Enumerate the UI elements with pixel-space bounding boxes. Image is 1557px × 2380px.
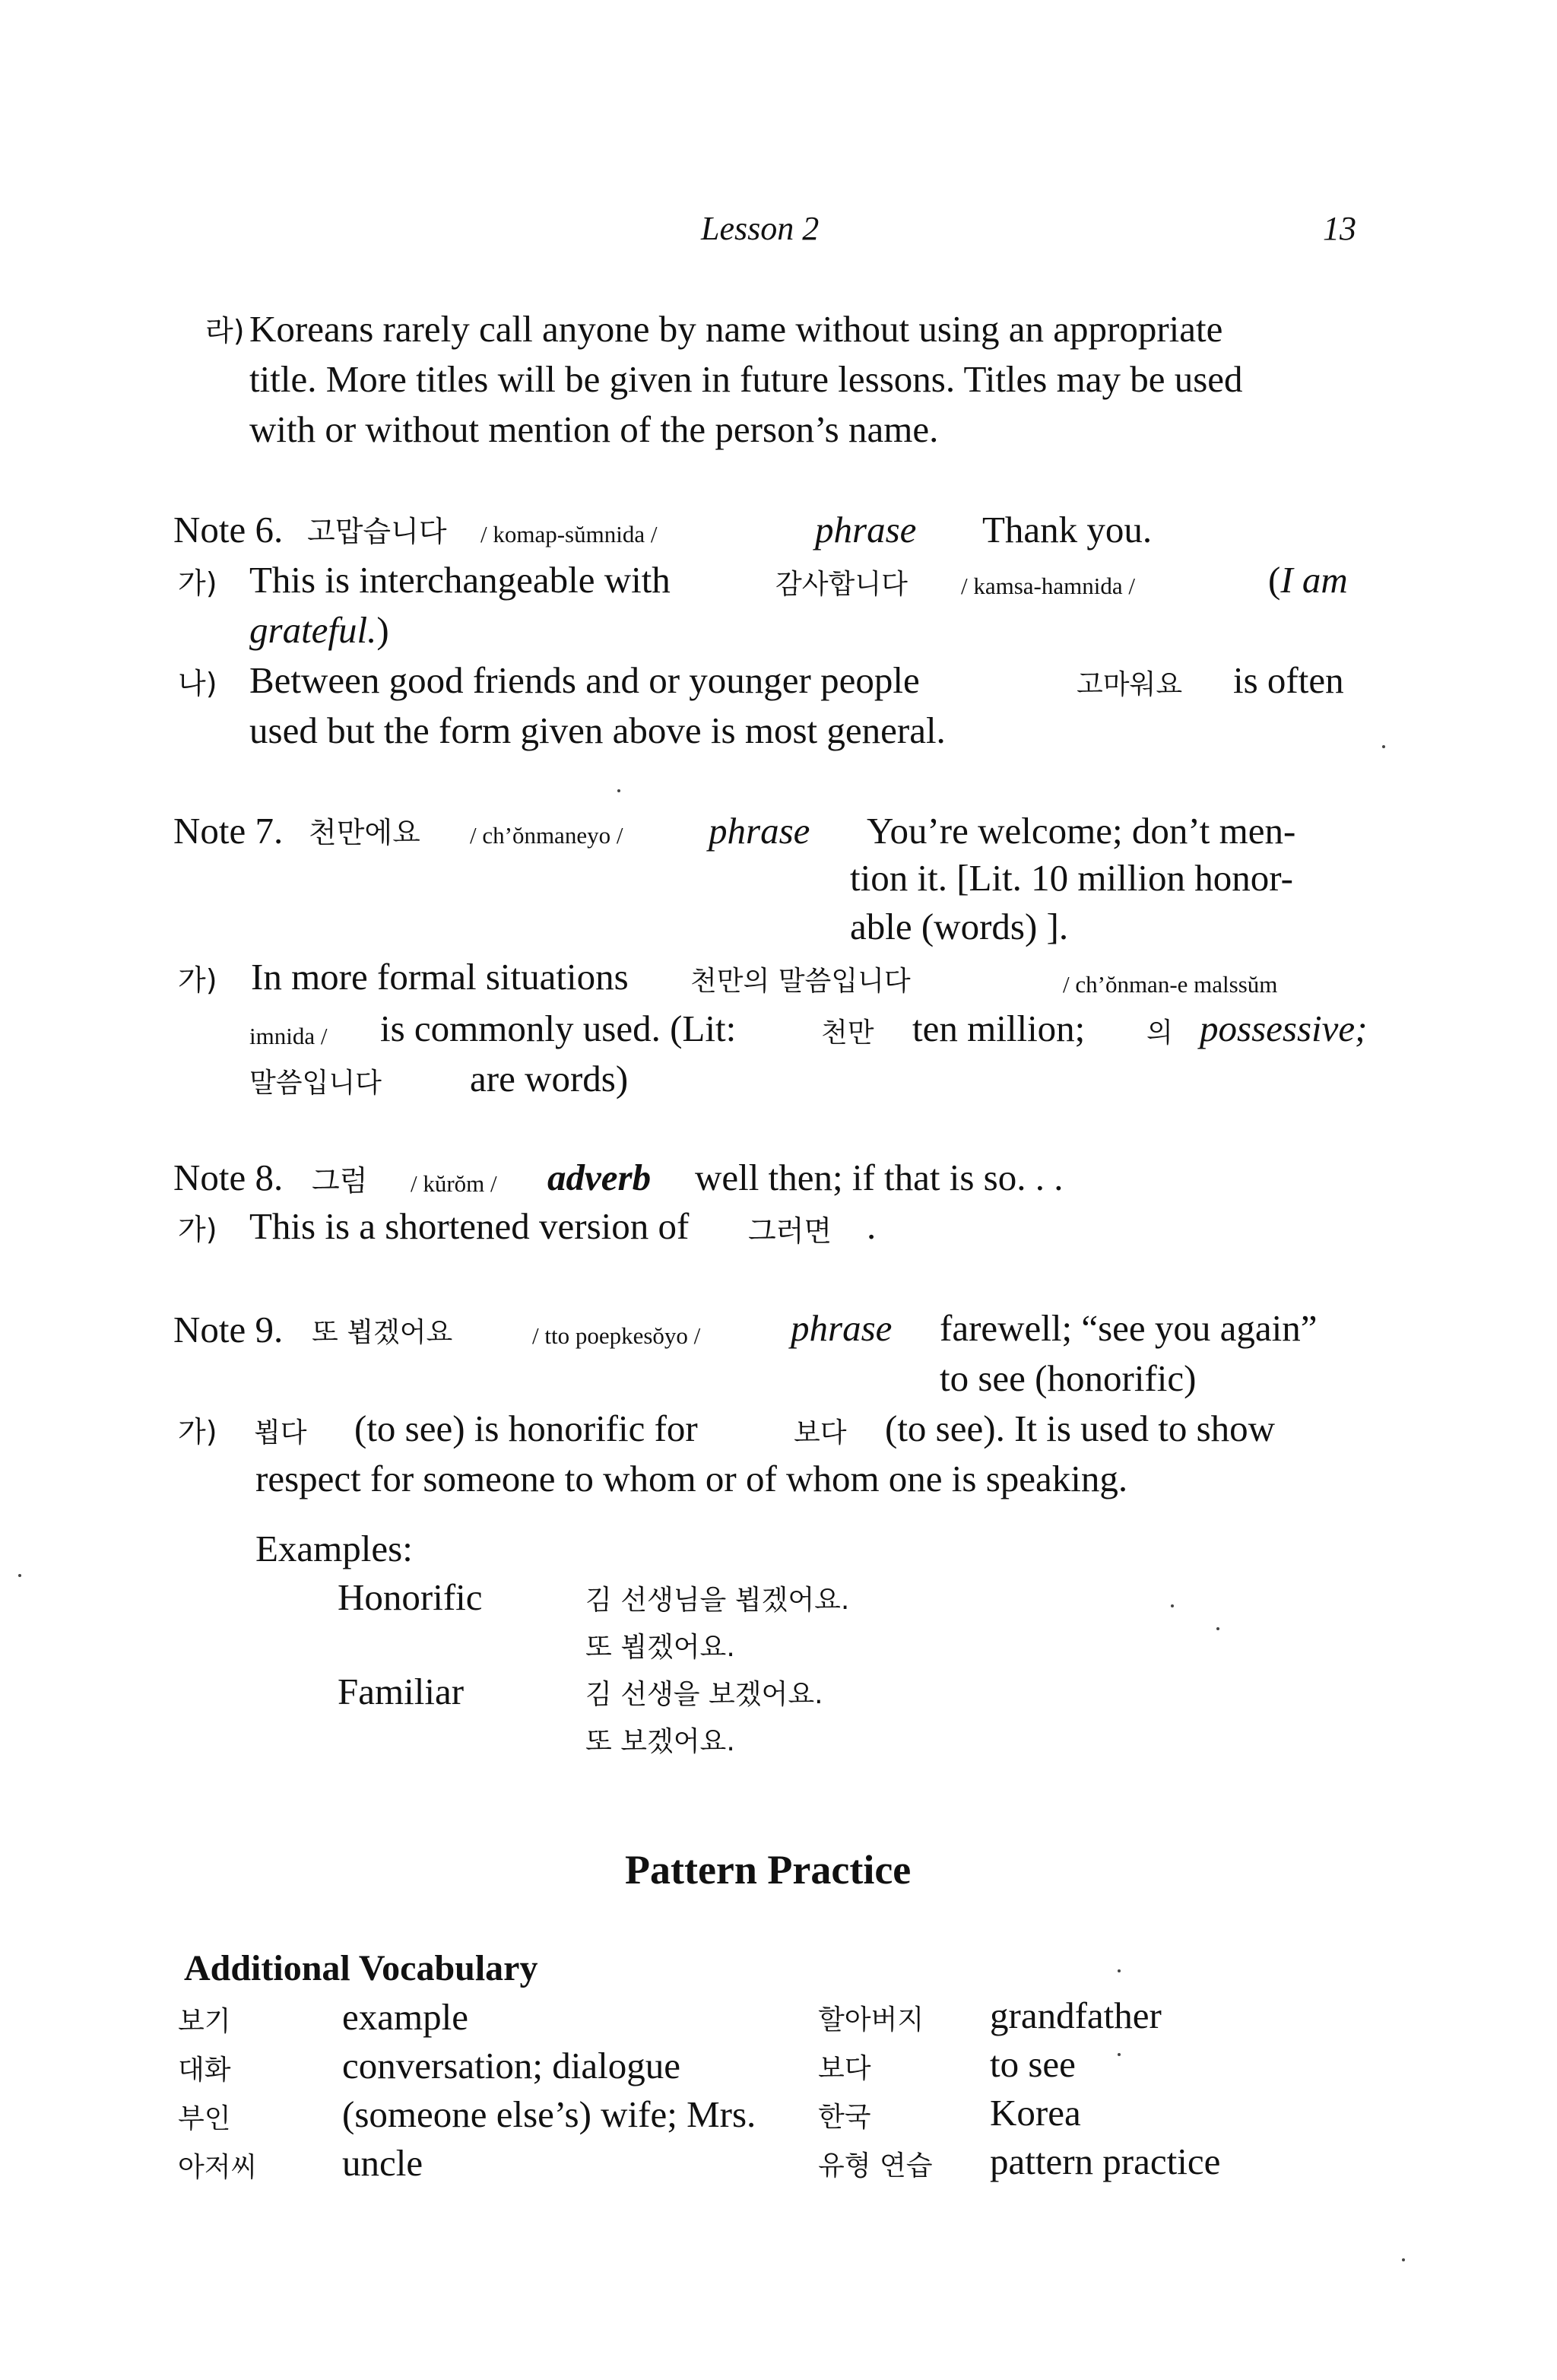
running-header-title: Lesson 2	[701, 210, 820, 247]
pattern-practice-heading: Pattern Practice	[625, 1847, 912, 1893]
vocab-left-korean-2: 대화	[178, 2055, 231, 2086]
note6-romanization: / komap-sŭmnida /	[480, 521, 658, 547]
scan-speck	[1402, 2258, 1405, 2261]
note9-ga-korean2: 보다	[794, 1417, 847, 1449]
vocab-right-korean-1: 할아버지	[818, 2004, 924, 2036]
note6-part-of-speech: phrase	[815, 509, 917, 551]
vocab-right-english-3: Korea	[990, 2092, 1081, 2134]
note7-part-of-speech: phrase	[709, 810, 810, 852]
honorific-label: Honorific	[338, 1576, 483, 1618]
note6-na-text: Between good friends and or younger people	[249, 659, 920, 701]
note7-ga-korean3: 의	[1146, 1017, 1173, 1049]
note6-ga-italic: I am	[1280, 559, 1348, 601]
scan-speck	[1171, 1604, 1174, 1607]
scan-speck	[1382, 745, 1385, 748]
note8-ga-end: .	[867, 1205, 877, 1247]
note6-ga-line2	[249, 605, 389, 655]
note7-ga-italic: possessive;	[1200, 1008, 1368, 1049]
note6-ga-text: This is interchangeable with	[249, 559, 671, 601]
note6-label: Note 6.	[173, 509, 284, 551]
note7-ga-korean2: 천만	[821, 1017, 874, 1049]
note6-ga-paren-open: (	[1268, 559, 1281, 601]
note7-meaning-1: You’re welcome; don’t men-	[867, 810, 1296, 852]
honorific-example-2: 또 뵙겠어요.	[585, 1632, 735, 1663]
note9-meaning-1: farewell; “see you again”	[940, 1307, 1318, 1349]
note7-ga-text3: ten million;	[912, 1008, 1086, 1049]
vocab-left-korean-1: 보기	[178, 2006, 231, 2037]
note9-romanization: / tto poepkesŏyo /	[532, 1322, 701, 1349]
note6-na-korean: 고마워요	[1077, 669, 1183, 700]
vocab-right-english-1: grandfather	[990, 1994, 1162, 2036]
vocab-right-english-4: pattern practice	[990, 2140, 1221, 2182]
note8-ga-korean: 그러면	[748, 1214, 832, 1248]
note8-part-of-speech: adverb	[547, 1157, 652, 1198]
ra-line-1: Koreans rarely call anyone by name without using an appropriate	[249, 308, 1223, 350]
note7-ga-marker: 가)	[178, 963, 217, 997]
note9-korean: 또 뵙겠어요	[312, 1317, 453, 1348]
note8-romanization: / kŭrŏm /	[411, 1170, 497, 1197]
note9-ga-marker: 가)	[178, 1415, 217, 1449]
note6-ga-romanization: / kamsa-hamnida /	[961, 573, 1135, 599]
additional-vocabulary-heading: Additional Vocabulary	[184, 1948, 538, 1988]
honorific-example-1: 김 선생님을 뵙겠어요.	[585, 1585, 850, 1616]
vocab-right-korean-3: 한국	[818, 2102, 871, 2133]
vocab-left-korean-4: 아저씨	[178, 2152, 258, 2183]
note7-ga-romanization-2: imnida /	[249, 1023, 328, 1049]
note6-ga-marker: 가)	[178, 566, 217, 600]
vocab-right-korean-2: 보다	[818, 2053, 871, 2084]
familiar-label: Familiar	[338, 1671, 465, 1712]
note6-ga-paren	[1268, 555, 1348, 605]
vocab-left-english-2: conversation; dialogue	[342, 2045, 680, 2086]
note7-ga-text4: are words)	[470, 1058, 629, 1100]
vocab-right-korean-4: 유형 연습	[818, 2150, 933, 2182]
note7-ga-romanization: / ch’ŏnman-e malssŭm	[1063, 971, 1278, 998]
note7-romanization: / ch’ŏnmaneyo /	[470, 822, 623, 849]
note7-meaning-3: able (words) ].	[850, 906, 1069, 947]
note6-na-line2: used but the form given above is most general.	[249, 709, 946, 751]
ra-line-2: title. More titles will be given in future lessons. Titles may be used	[249, 358, 1243, 400]
note8-ga-text: This is a shortened version of	[249, 1205, 690, 1247]
note6-ga-line2-italic: grateful.	[249, 609, 377, 651]
scan-speck	[1118, 2053, 1121, 2056]
note7-label: Note 7.	[173, 810, 284, 852]
scan-speck	[18, 1574, 21, 1577]
examples-label: Examples:	[255, 1528, 413, 1569]
note7-ga-korean: 천만의 말씀입니다	[690, 966, 911, 997]
scan-speck	[1118, 1969, 1121, 1972]
note6-na-marker: 나)	[178, 667, 217, 700]
note7-ga-text2: is commonly used. (Lit:	[380, 1008, 737, 1049]
note9-meaning-2: to see (honorific)	[940, 1357, 1197, 1399]
vocab-left-english-4: uncle	[342, 2142, 423, 2184]
familiar-example-1: 김 선생을 보겠어요.	[585, 1679, 823, 1710]
ra-line-3: with or without mention of the person’s name.	[249, 408, 939, 450]
scan-speck	[1216, 1627, 1219, 1630]
note6-ga-korean: 감사합니다	[775, 569, 908, 600]
familiar-example-2: 또 보겠어요.	[585, 1726, 735, 1757]
note6-ga-line2-close: )	[376, 609, 389, 651]
note7-korean: 천만에요	[309, 816, 420, 849]
vocab-left-korean-3: 부인	[178, 2103, 231, 2134]
note8-ga-marker: 가)	[178, 1213, 217, 1246]
note9-label: Note 9.	[173, 1309, 284, 1350]
note7-ga-text1: In more formal situations	[251, 956, 629, 998]
note6-meaning: Thank you.	[982, 509, 1153, 551]
note9-ga-korean: 뵙다	[254, 1417, 307, 1449]
note8-meaning: well then; if that is so. . .	[695, 1157, 1064, 1198]
vocab-left-english-1: example	[342, 1996, 468, 2038]
note8-label: Note 8.	[173, 1157, 284, 1198]
note9-part-of-speech: phrase	[791, 1307, 893, 1349]
note7-ga-korean4: 말씀입니다	[249, 1068, 382, 1099]
note6-korean: 고맙습니다	[307, 515, 447, 548]
note9-ga-line2: respect for someone to whom or of whom one is speaking.	[255, 1458, 1128, 1499]
vocab-right-english-2: to see	[990, 2043, 1076, 2085]
scan-speck	[617, 789, 620, 792]
note6-na-text2: is often	[1233, 659, 1344, 701]
note9-ga-text2: (to see). It is used to show	[885, 1407, 1276, 1449]
note7-meaning-2: tion it. [Lit. 10 million honor-	[850, 857, 1293, 899]
page-number: 13	[1323, 210, 1356, 247]
note8-korean: 그럼	[312, 1164, 368, 1198]
ra-marker: 라)	[205, 314, 245, 347]
note9-ga-text1: (to see) is honorific for	[354, 1407, 698, 1449]
vocab-left-english-3: (someone else’s) wife; Mrs.	[342, 2093, 756, 2135]
